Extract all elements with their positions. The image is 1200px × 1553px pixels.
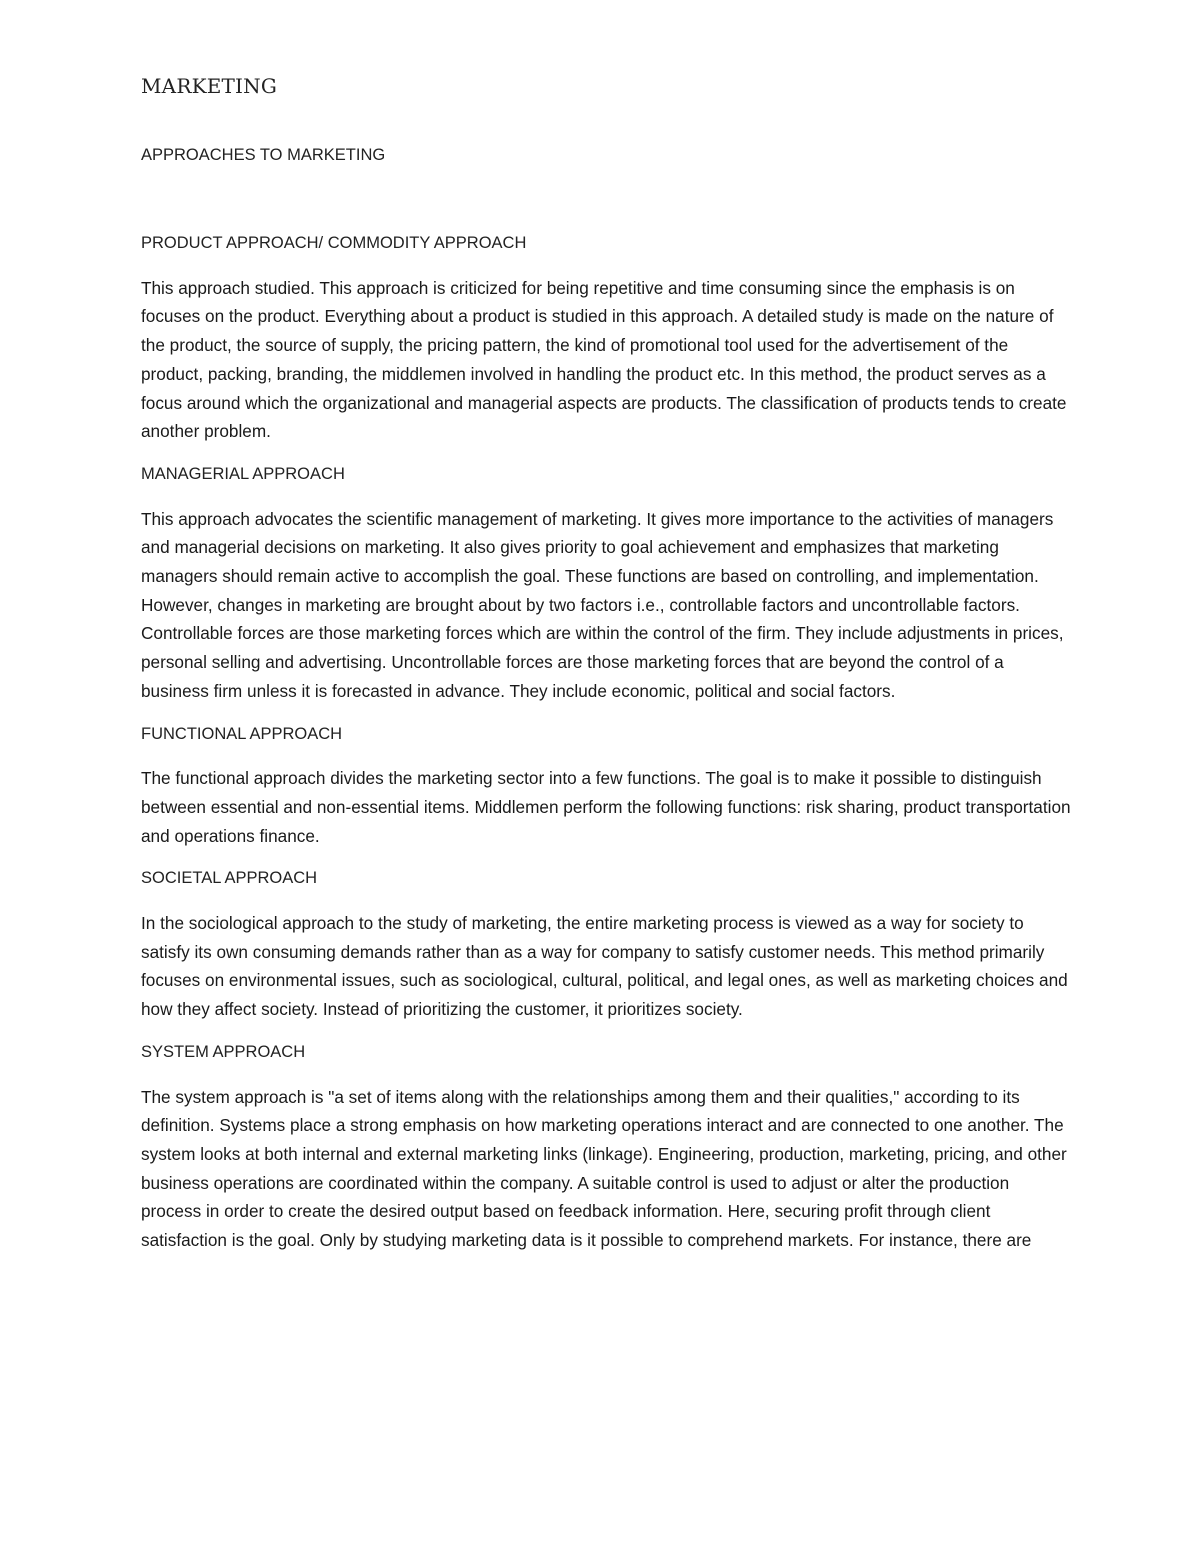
document-content <box>141 229 1071 1269</box>
section-system-approach <box>141 1038 1071 1255</box>
section-paragraph: The system approach is "a set of items along with the relationships among them and their qualities," according to its definition. Systems place a strong emphasis on how marketing operations interact and are connected to one another. The system looks at both internal and external marketing links (linkage). Engineering, production, marketing, pricing, and other business operations are coordinated within the company. A suitable control is used to adjust or alter the production process in order to create the desired output based on feedback information. Here, securing profit through client satisfaction is the goal. Only by studying marketing data is it possible to comprehend markets. For instance, there are <box>141 1086 1067 1251</box>
section-paragraph: This approach studied. This approach is criticized for being repetitive and time consuming since the emphasis is on focuses on the product. Everything about a product is studied in this approach. A detailed study is made on the nature of the product, the source of supply, the pricing pattern, the kind of promotional tool used for the advertisement of the product, packing, branding, the middlemen involved in handling the product etc. In this method, the product serves as a focus around which the organizational and managerial aspects are products. The classification of products tends to create another problem. <box>141 277 1067 442</box>
document-subtitle: APPROACHES TO MARKETING <box>141 146 386 164</box>
section-heading: FUNCTIONAL APPROACH <box>141 724 343 743</box>
section-heading: PRODUCT APPROACH/ COMMODITY APPROACH <box>141 234 527 252</box>
section-paragraph: This approach advocates the scientific management of marketing. It gives more importance to the activities of managers and managerial decisions on marketing. It also gives priority to goal achievement and emphasizes that marketing managers should remain active to accomplish the goal. These functions are based on controlling, and implementation. However, changes in marketing are brought about by two factors i.e., controllable factors and uncontrollable factors. Controllable forces are those marketing forces which are within the control of the firm. They include adjustments in prices, personal selling and advertising. Uncontrollable forces are those marketing forces that are beyond the control of a business firm unless it is forecasted in advance. They include economic, political and social factors. <box>141 508 1064 701</box>
section-paragraph: The functional approach divides the marketing sector into a few functions. The goal is to make it possible to distinguish between essential and non-essential items. Middlemen perform the following functions: risk sharing, product transportation and operations finance. <box>141 768 1071 846</box>
section-heading: MANAGERIAL APPROACH <box>141 464 345 483</box>
section-managerial-approach <box>141 460 1071 706</box>
section-societal-approach <box>141 864 1071 1024</box>
section-heading: SOCIETAL APPROACH <box>141 869 318 888</box>
document-title: MARKETING <box>141 74 278 98</box>
section-heading: SYSTEM APPROACH <box>141 1042 306 1061</box>
section-product-approach <box>141 229 1071 446</box>
section-paragraph: In the sociological approach to the study of marketing, the entire marketing process is viewed as a way for society to satisfy its own consuming demands rather than as a way for company to satisfy customer needs. This method primarily focuses on environmental issues, such as sociological, cultural, political, and legal ones, as well as marketing choices and how they affect society. Instead of prioritizing the customer, it prioritizes society. <box>141 913 1068 1020</box>
section-functional-approach <box>141 720 1071 851</box>
